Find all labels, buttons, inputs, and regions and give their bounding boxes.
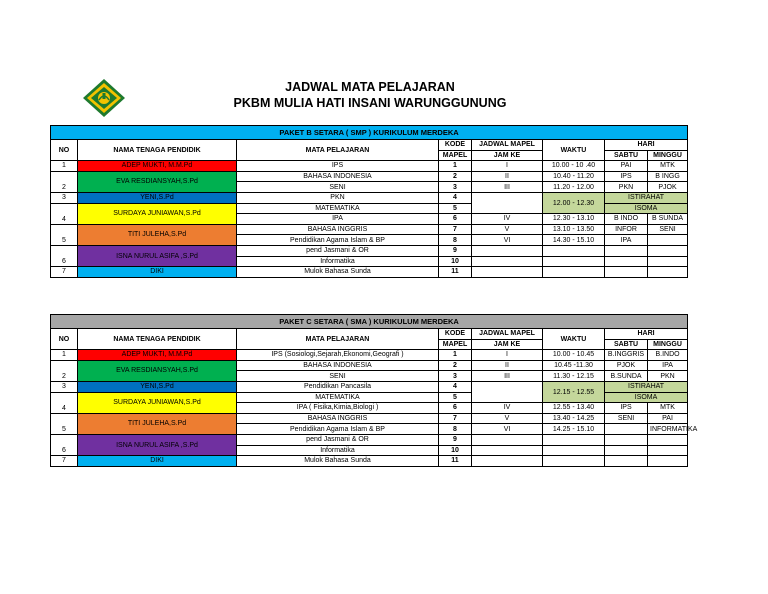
- subject-name: PKN: [237, 192, 439, 203]
- subject-code: 2: [439, 171, 472, 182]
- subject-code: 10: [439, 256, 472, 267]
- break-istirahat: ISTIRAHAT: [605, 192, 688, 203]
- jam-ke: [472, 456, 543, 467]
- page-title: JADWAL MATA PELAJARAN: [285, 80, 455, 94]
- subject-code: 1: [439, 350, 472, 361]
- teacher-no: 7: [51, 267, 78, 278]
- col-subject: MATA PELAJARAN: [237, 140, 439, 161]
- col-hari: HARI: [605, 140, 688, 151]
- subject-name: BAHASA INGGRIS: [237, 413, 439, 424]
- table-row: [51, 360, 688, 371]
- section-title: PAKET C SETARA ( SMA ) KURIKULUM MERDEKA: [51, 315, 688, 329]
- jam-ke: II: [472, 171, 543, 182]
- subject-name: Mulok Bahasa Sunda: [237, 267, 439, 278]
- jam-ke: IV: [472, 403, 543, 414]
- teacher-no: 2: [51, 360, 78, 381]
- table-row: [51, 350, 688, 361]
- col-jadwal: JADWAL MAPEL: [472, 140, 543, 151]
- teacher-no: 1: [51, 161, 78, 172]
- sabtu-subject: [605, 424, 648, 435]
- jam-ke: III: [472, 371, 543, 382]
- subject-name: pend Jasmani & OR: [237, 245, 439, 256]
- subject-code: 4: [439, 192, 472, 203]
- table-row: [51, 171, 688, 182]
- waktu: [543, 445, 605, 456]
- waktu: 13.40 - 14.25: [543, 413, 605, 424]
- subject-name: Pendidikan Agama Islam & BP: [237, 424, 439, 435]
- teacher-no: 6: [51, 245, 78, 266]
- minggu-subject: PJOK: [648, 182, 688, 193]
- table-row: [51, 456, 688, 467]
- break-isoma: ISOMA: [605, 392, 688, 403]
- jam-ke: V: [472, 413, 543, 424]
- col-jam: JAM KE: [472, 150, 543, 161]
- sabtu-subject: PKN: [605, 182, 648, 193]
- waktu: 14.30 - 15.10: [543, 235, 605, 246]
- waktu: [543, 456, 605, 467]
- waktu: 10.45 -11.30: [543, 360, 605, 371]
- sabtu-subject: [605, 434, 648, 445]
- subject-code: 2: [439, 360, 472, 371]
- teacher-name: DIKI: [78, 456, 237, 467]
- subject-name: SENI: [237, 371, 439, 382]
- subject-code: 9: [439, 434, 472, 445]
- minggu-subject: [648, 434, 688, 445]
- col-hari: HARI: [605, 329, 688, 340]
- schedule-table-smp: [50, 125, 688, 278]
- jam-ke: [472, 192, 543, 213]
- jam-ke: III: [472, 182, 543, 193]
- subject-name: BAHASA INDONESIA: [237, 360, 439, 371]
- jam-ke: VI: [472, 235, 543, 246]
- break-time: 12.15 - 12.55: [543, 381, 605, 402]
- schedule-table-sma: [50, 314, 698, 467]
- col-sabtu: SABTU: [605, 339, 648, 350]
- minggu-subject: B.INDO: [648, 350, 688, 361]
- subject-name: Mulok Bahasa Sunda: [237, 456, 439, 467]
- subject-name: IPA ( Fisika,Kimia,Biologi ): [237, 403, 439, 414]
- col-no: NO: [51, 329, 78, 350]
- subject-code: 5: [439, 203, 472, 214]
- subject-code: 7: [439, 224, 472, 235]
- table-row: [51, 267, 688, 278]
- teacher-name: ISNA NURUL ASIFA ,S.Pd: [78, 434, 237, 455]
- teacher-name: EVA RESDIANSYAH,S.Pd: [78, 360, 237, 381]
- sabtu-subject: INFOR: [605, 224, 648, 235]
- col-minggu: MINGGU: [648, 339, 688, 350]
- col-jam: JAM KE: [472, 339, 543, 350]
- teacher-name: TITI JULEHA,S.Pd: [78, 413, 237, 434]
- subject-name: Informatika: [237, 256, 439, 267]
- minggu-subject: [648, 267, 688, 278]
- sabtu-subject: B.SUNDA: [605, 371, 648, 382]
- waktu: [543, 256, 605, 267]
- teacher-name: DIKI: [78, 267, 237, 278]
- waktu: 10.00 - 10 .40: [543, 161, 605, 172]
- col-teacher: NAMA TENAGA PENDIDIK: [78, 140, 237, 161]
- col-waktu: WAKTU: [543, 329, 605, 350]
- waktu: 12.55 - 13.40: [543, 403, 605, 414]
- minggu-subject: [648, 445, 688, 456]
- subject-name: SENI: [237, 182, 439, 193]
- minggu-subject: PAI: [648, 413, 688, 424]
- col-no: NO: [51, 140, 78, 161]
- minggu-subject: PKN: [648, 371, 688, 382]
- subject-code: 10: [439, 445, 472, 456]
- teacher-no: 3: [51, 192, 78, 203]
- waktu: 11.20 - 12.00: [543, 182, 605, 193]
- sabtu-subject: PJOK: [605, 360, 648, 371]
- col-teacher: NAMA TENAGA PENDIDIK: [78, 329, 237, 350]
- teacher-name: SURDAYA JUNIAWAN,S.Pd: [78, 392, 237, 413]
- teacher-no: 4: [51, 392, 78, 413]
- subject-name: Informatika: [237, 445, 439, 456]
- subject-code: 8: [439, 235, 472, 246]
- col-kode: KODE: [439, 140, 472, 151]
- subject-name: pend Jasmani & OR: [237, 434, 439, 445]
- break-istirahat: ISTIRAHAT: [605, 381, 688, 392]
- subject-name: BAHASA INDONESIA: [237, 171, 439, 182]
- subject-name: MATEMATIKA: [237, 392, 439, 403]
- section-title: PAKET B SETARA ( SMP ) KURIKULUM MERDEKA: [51, 126, 688, 140]
- col-jadwal: JADWAL MAPEL: [472, 329, 543, 340]
- minggu-subject: B SUNDA: [648, 214, 688, 225]
- teacher-no: 7: [51, 456, 78, 467]
- teacher-name: TITI JULEHA,S.Pd: [78, 224, 237, 245]
- minggu-subject: SENI: [648, 224, 688, 235]
- teacher-no: 3: [51, 381, 78, 392]
- subject-code: 8: [439, 424, 472, 435]
- minggu-subject: [648, 256, 688, 267]
- sabtu-subject: [605, 267, 648, 278]
- teacher-no: 6: [51, 434, 78, 455]
- subject-code: 11: [439, 267, 472, 278]
- sabtu-subject: IPS: [605, 403, 648, 414]
- sabtu-subject: PAI: [605, 161, 648, 172]
- jam-ke: [472, 445, 543, 456]
- waktu: 12.30 - 13.10: [543, 214, 605, 225]
- break-time: 12.00 - 12.30: [543, 192, 605, 213]
- teacher-name: ISNA NURUL ASIFA ,S.Pd: [78, 245, 237, 266]
- col-kode: KODE: [439, 329, 472, 340]
- subject-code: 3: [439, 371, 472, 382]
- subject-code: 4: [439, 381, 472, 392]
- sabtu-subject: SENI: [605, 413, 648, 424]
- jam-ke: II: [472, 360, 543, 371]
- col-subject: MATA PELAJARAN: [237, 329, 439, 350]
- minggu-subject: IPA: [648, 360, 688, 371]
- subject-name: IPS: [237, 161, 439, 172]
- minggu-subject: B INGG: [648, 171, 688, 182]
- minggu-subject: INFORMATIKA: [648, 424, 688, 435]
- table-row: [51, 381, 688, 392]
- jam-ke: I: [472, 161, 543, 172]
- subject-name: BAHASA INGGRIS: [237, 224, 439, 235]
- sabtu-subject: [605, 445, 648, 456]
- col-mapel: MAPEL: [439, 150, 472, 161]
- teacher-name: YENI,S.Pd: [78, 381, 237, 392]
- jam-ke: V: [472, 224, 543, 235]
- jam-ke: [472, 434, 543, 445]
- waktu: [543, 267, 605, 278]
- sabtu-subject: B.INGGRIS: [605, 350, 648, 361]
- minggu-subject: MTK: [648, 403, 688, 414]
- jam-ke: I: [472, 350, 543, 361]
- sabtu-subject: [605, 256, 648, 267]
- jam-ke: IV: [472, 214, 543, 225]
- teacher-name: YENI,S.Pd: [78, 192, 237, 203]
- jam-ke: [472, 381, 543, 402]
- teacher-name: ADEP MUKTI, M.M.Pd: [78, 161, 237, 172]
- subject-code: 7: [439, 413, 472, 424]
- col-waktu: WAKTU: [543, 140, 605, 161]
- subject-name: Pendidikan Pancasila: [237, 381, 439, 392]
- subject-name: IPS (Sosiologi,Sejarah,Ekonomi,Geografi ): [237, 350, 439, 361]
- subject-code: 5: [439, 392, 472, 403]
- waktu: 10.40 - 11.20: [543, 171, 605, 182]
- subject-code: 11: [439, 456, 472, 467]
- teacher-no: 5: [51, 413, 78, 434]
- table-row: [51, 161, 688, 172]
- teacher-name: EVA RESDIANSYAH,S.Pd: [78, 171, 237, 192]
- sabtu-subject: [605, 456, 648, 467]
- break-isoma: ISOMA: [605, 203, 688, 214]
- subject-code: 3: [439, 182, 472, 193]
- waktu: 10.00 - 10.45: [543, 350, 605, 361]
- subject-code: 1: [439, 161, 472, 172]
- subject-code: 9: [439, 245, 472, 256]
- jam-ke: VI: [472, 424, 543, 435]
- subject-name: MATEMATIKA: [237, 203, 439, 214]
- subject-name: Pendidikan Agama Islam & BP: [237, 235, 439, 246]
- minggu-subject: [648, 245, 688, 256]
- school-emblem-icon: [80, 78, 128, 118]
- waktu: 11.30 - 12.15: [543, 371, 605, 382]
- col-mapel: MAPEL: [439, 339, 472, 350]
- waktu: [543, 245, 605, 256]
- sabtu-subject: IPA: [605, 235, 648, 246]
- waktu: [543, 434, 605, 445]
- teacher-name: ADEP MUKTI, M.M.Pd: [78, 350, 237, 361]
- subject-code: 6: [439, 214, 472, 225]
- waktu: 13.10 - 13.50: [543, 224, 605, 235]
- sabtu-subject: [605, 245, 648, 256]
- table-row: [51, 192, 688, 203]
- jam-ke: [472, 245, 543, 256]
- table-row: [51, 413, 688, 424]
- subject-name: IPA: [237, 214, 439, 225]
- col-minggu: MINGGU: [648, 150, 688, 161]
- minggu-subject: MTK: [648, 161, 688, 172]
- teacher-no: 2: [51, 171, 78, 192]
- table-row: [51, 224, 688, 235]
- col-sabtu: SABTU: [605, 150, 648, 161]
- teacher-no: 5: [51, 224, 78, 245]
- jam-ke: [472, 256, 543, 267]
- subject-code: 6: [439, 403, 472, 414]
- sabtu-subject: IPS: [605, 171, 648, 182]
- sabtu-subject: B INDO: [605, 214, 648, 225]
- teacher-no: 4: [51, 203, 78, 224]
- table-row: [51, 434, 688, 445]
- minggu-subject: [648, 235, 688, 246]
- minggu-subject: [648, 456, 688, 467]
- teacher-no: 1: [51, 350, 78, 361]
- page-subtitle: PKBM MULIA HATI INSANI WARUNGGUNUNG: [233, 96, 507, 110]
- table-row: [51, 245, 688, 256]
- teacher-name: SURDAYA JUNIAWAN,S.Pd: [78, 203, 237, 224]
- jam-ke: [472, 267, 543, 278]
- waktu: 14.25 - 15.10: [543, 424, 605, 435]
